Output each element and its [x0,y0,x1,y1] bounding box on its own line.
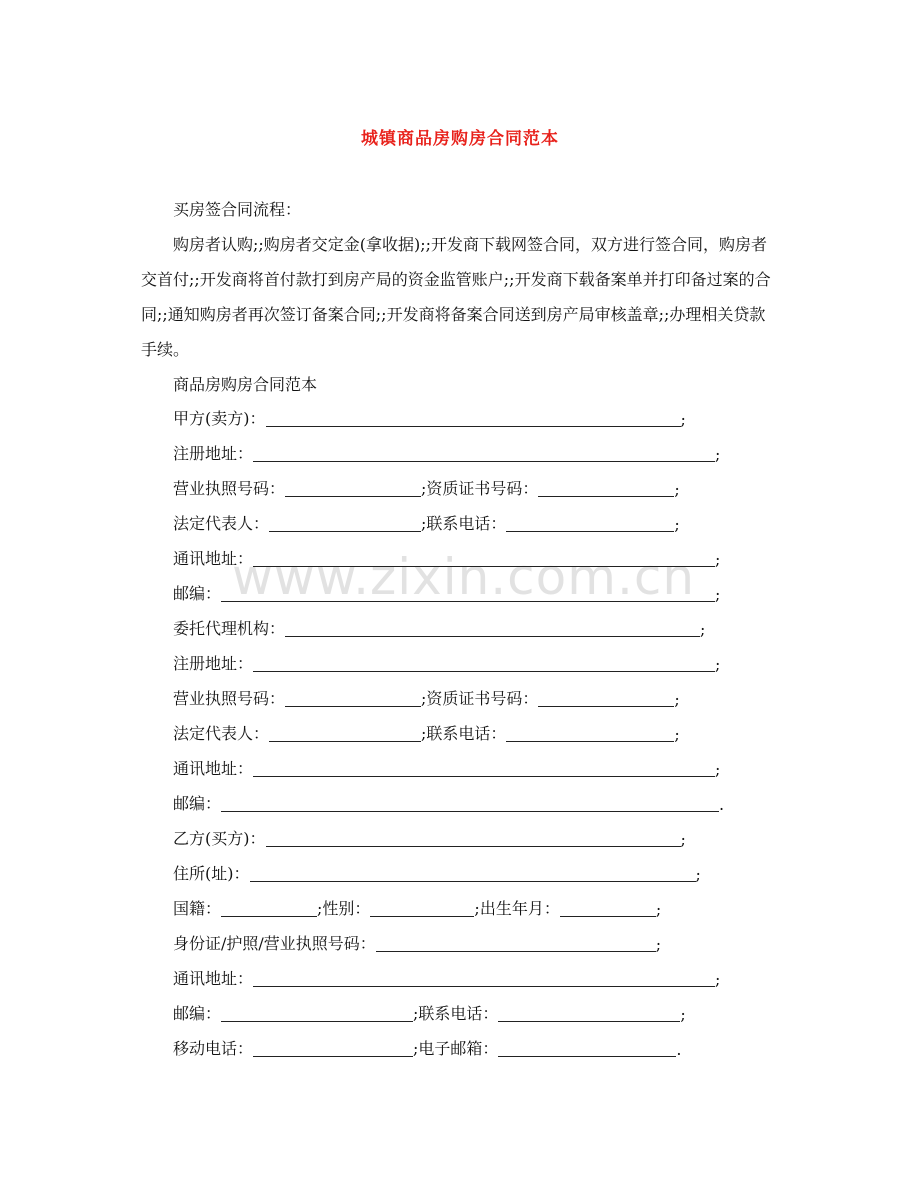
field-label: 法定代表人： [173,724,270,743]
field-label: 住所(址)： [173,864,250,883]
watermark: www.zixin.com.cn [232,548,696,606]
blank-line[interactable] [253,759,715,777]
field-label: ;性别： [317,899,371,918]
field-label: 营业执照号码： [173,689,286,708]
punct: ; [674,515,680,534]
blank-line[interactable] [221,794,719,812]
field-label: 委托代理机构： [173,619,286,638]
punct: ; [715,585,721,604]
field-label: 通讯地址： [173,549,254,568]
field-row-mail-address-1 [173,547,720,569]
punct: ; [715,550,721,569]
blank-line[interactable] [269,724,421,742]
field-row-mail-address-3 [173,967,720,989]
field-label: ;联系电话： [421,724,507,743]
field-label: 通讯地址： [173,759,254,778]
field-row-agency [173,617,705,639]
field-label: 国籍： [173,899,222,918]
blank-line[interactable] [506,514,674,532]
punct: ; [674,690,680,709]
field-label: ;联系电话： [421,514,507,533]
blank-line[interactable] [221,1004,413,1022]
punct: ; [715,970,721,989]
field-label: 注册地址： [173,444,254,463]
punct: ; [655,935,662,954]
field-row-id-no [173,932,661,954]
blank-line[interactable] [269,514,421,532]
punct: ; [680,830,686,849]
field-label: 通讯地址： [173,969,254,988]
field-label: ;资质证书号码： [421,689,539,708]
punct: ; [655,900,662,919]
field-label: 身份证/护照/营业执照号码： [173,934,376,953]
punct: ; [680,410,686,429]
blank-line[interactable] [253,969,715,987]
punct: ; [680,1005,686,1024]
field-row-party-a [173,407,686,429]
field-label: 邮编： [173,584,222,603]
punct: ; [715,655,721,674]
document-title: 城镇商品房购房合同范本 [361,129,559,149]
field-row-residence [173,862,701,884]
template-heading: 商品房购房合同范本 [173,375,318,394]
blank-line[interactable] [506,724,674,742]
field-label: ;联系电话： [413,1004,499,1023]
blank-line[interactable] [285,689,421,707]
field-row-postcode-1 [173,582,720,604]
field-row-mail-address-2 [173,757,720,779]
blank-line[interactable] [285,479,421,497]
process-paragraph: 购房者认购;;购房者交定金(拿收据);;开发商下载网签合同，双方进行签合同，购房者交首付;;开发商将首付款打到房产局的资金监管账户;;开发商下载备案单并打印备过案的合同;;通知购房者再次签订备案合同;;开发商将备案合同送到房产局审核盖章;;办理相关贷款手续。 [141,235,771,359]
field-label: 甲方(卖方)： [173,409,266,428]
field-label: 移动电话： [173,1039,254,1058]
field-row-legal-rep-1 [173,512,680,534]
blank-line[interactable] [538,689,674,707]
field-label: 乙方(买方)： [173,829,266,848]
blank-line[interactable] [221,584,715,602]
blank-line[interactable] [221,899,317,917]
field-label: ;出生年月： [474,899,560,918]
field-label: 营业执照号码： [173,479,286,498]
blank-line[interactable] [538,479,674,497]
process-heading: 买房签合同流程： [173,200,302,219]
blank-line[interactable] [376,934,656,952]
field-row-license-2 [173,687,680,709]
field-row-nationality [173,897,661,919]
field-row-legal-rep-2 [173,722,680,744]
blank-line[interactable] [253,444,715,462]
field-row-reg-address-1 [173,442,720,464]
blank-line[interactable] [285,619,700,637]
field-row-mobile [173,1037,682,1059]
blank-line[interactable] [370,899,474,917]
field-label: 邮编： [173,794,222,813]
punct: . [719,795,725,814]
blank-line[interactable] [253,1039,413,1057]
field-row-license-1 [173,477,680,499]
blank-line[interactable] [560,899,656,917]
blank-line[interactable] [253,549,715,567]
blank-line[interactable] [266,409,681,427]
field-label: ;电子邮箱： [413,1039,499,1058]
blank-line[interactable] [253,654,715,672]
punct: ; [715,445,721,464]
blank-line[interactable] [498,1004,680,1022]
field-label: 邮编： [173,1004,222,1023]
punct: ; [715,760,721,779]
field-label: ;资质证书号码： [421,479,539,498]
blank-line[interactable] [498,1039,676,1057]
punct: ; [695,865,701,884]
punct: ; [700,620,706,639]
blank-line[interactable] [250,864,696,882]
field-row-party-b [173,827,686,849]
field-row-reg-address-2 [173,652,720,674]
punct: . [676,1040,682,1059]
punct: ; [674,480,680,499]
field-label: 法定代表人： [173,514,270,533]
blank-line[interactable] [266,829,681,847]
punct: ; [674,725,680,744]
field-row-postcode-3 [173,1002,686,1024]
field-row-postcode-2 [173,792,724,814]
field-label: 注册地址： [173,654,254,673]
